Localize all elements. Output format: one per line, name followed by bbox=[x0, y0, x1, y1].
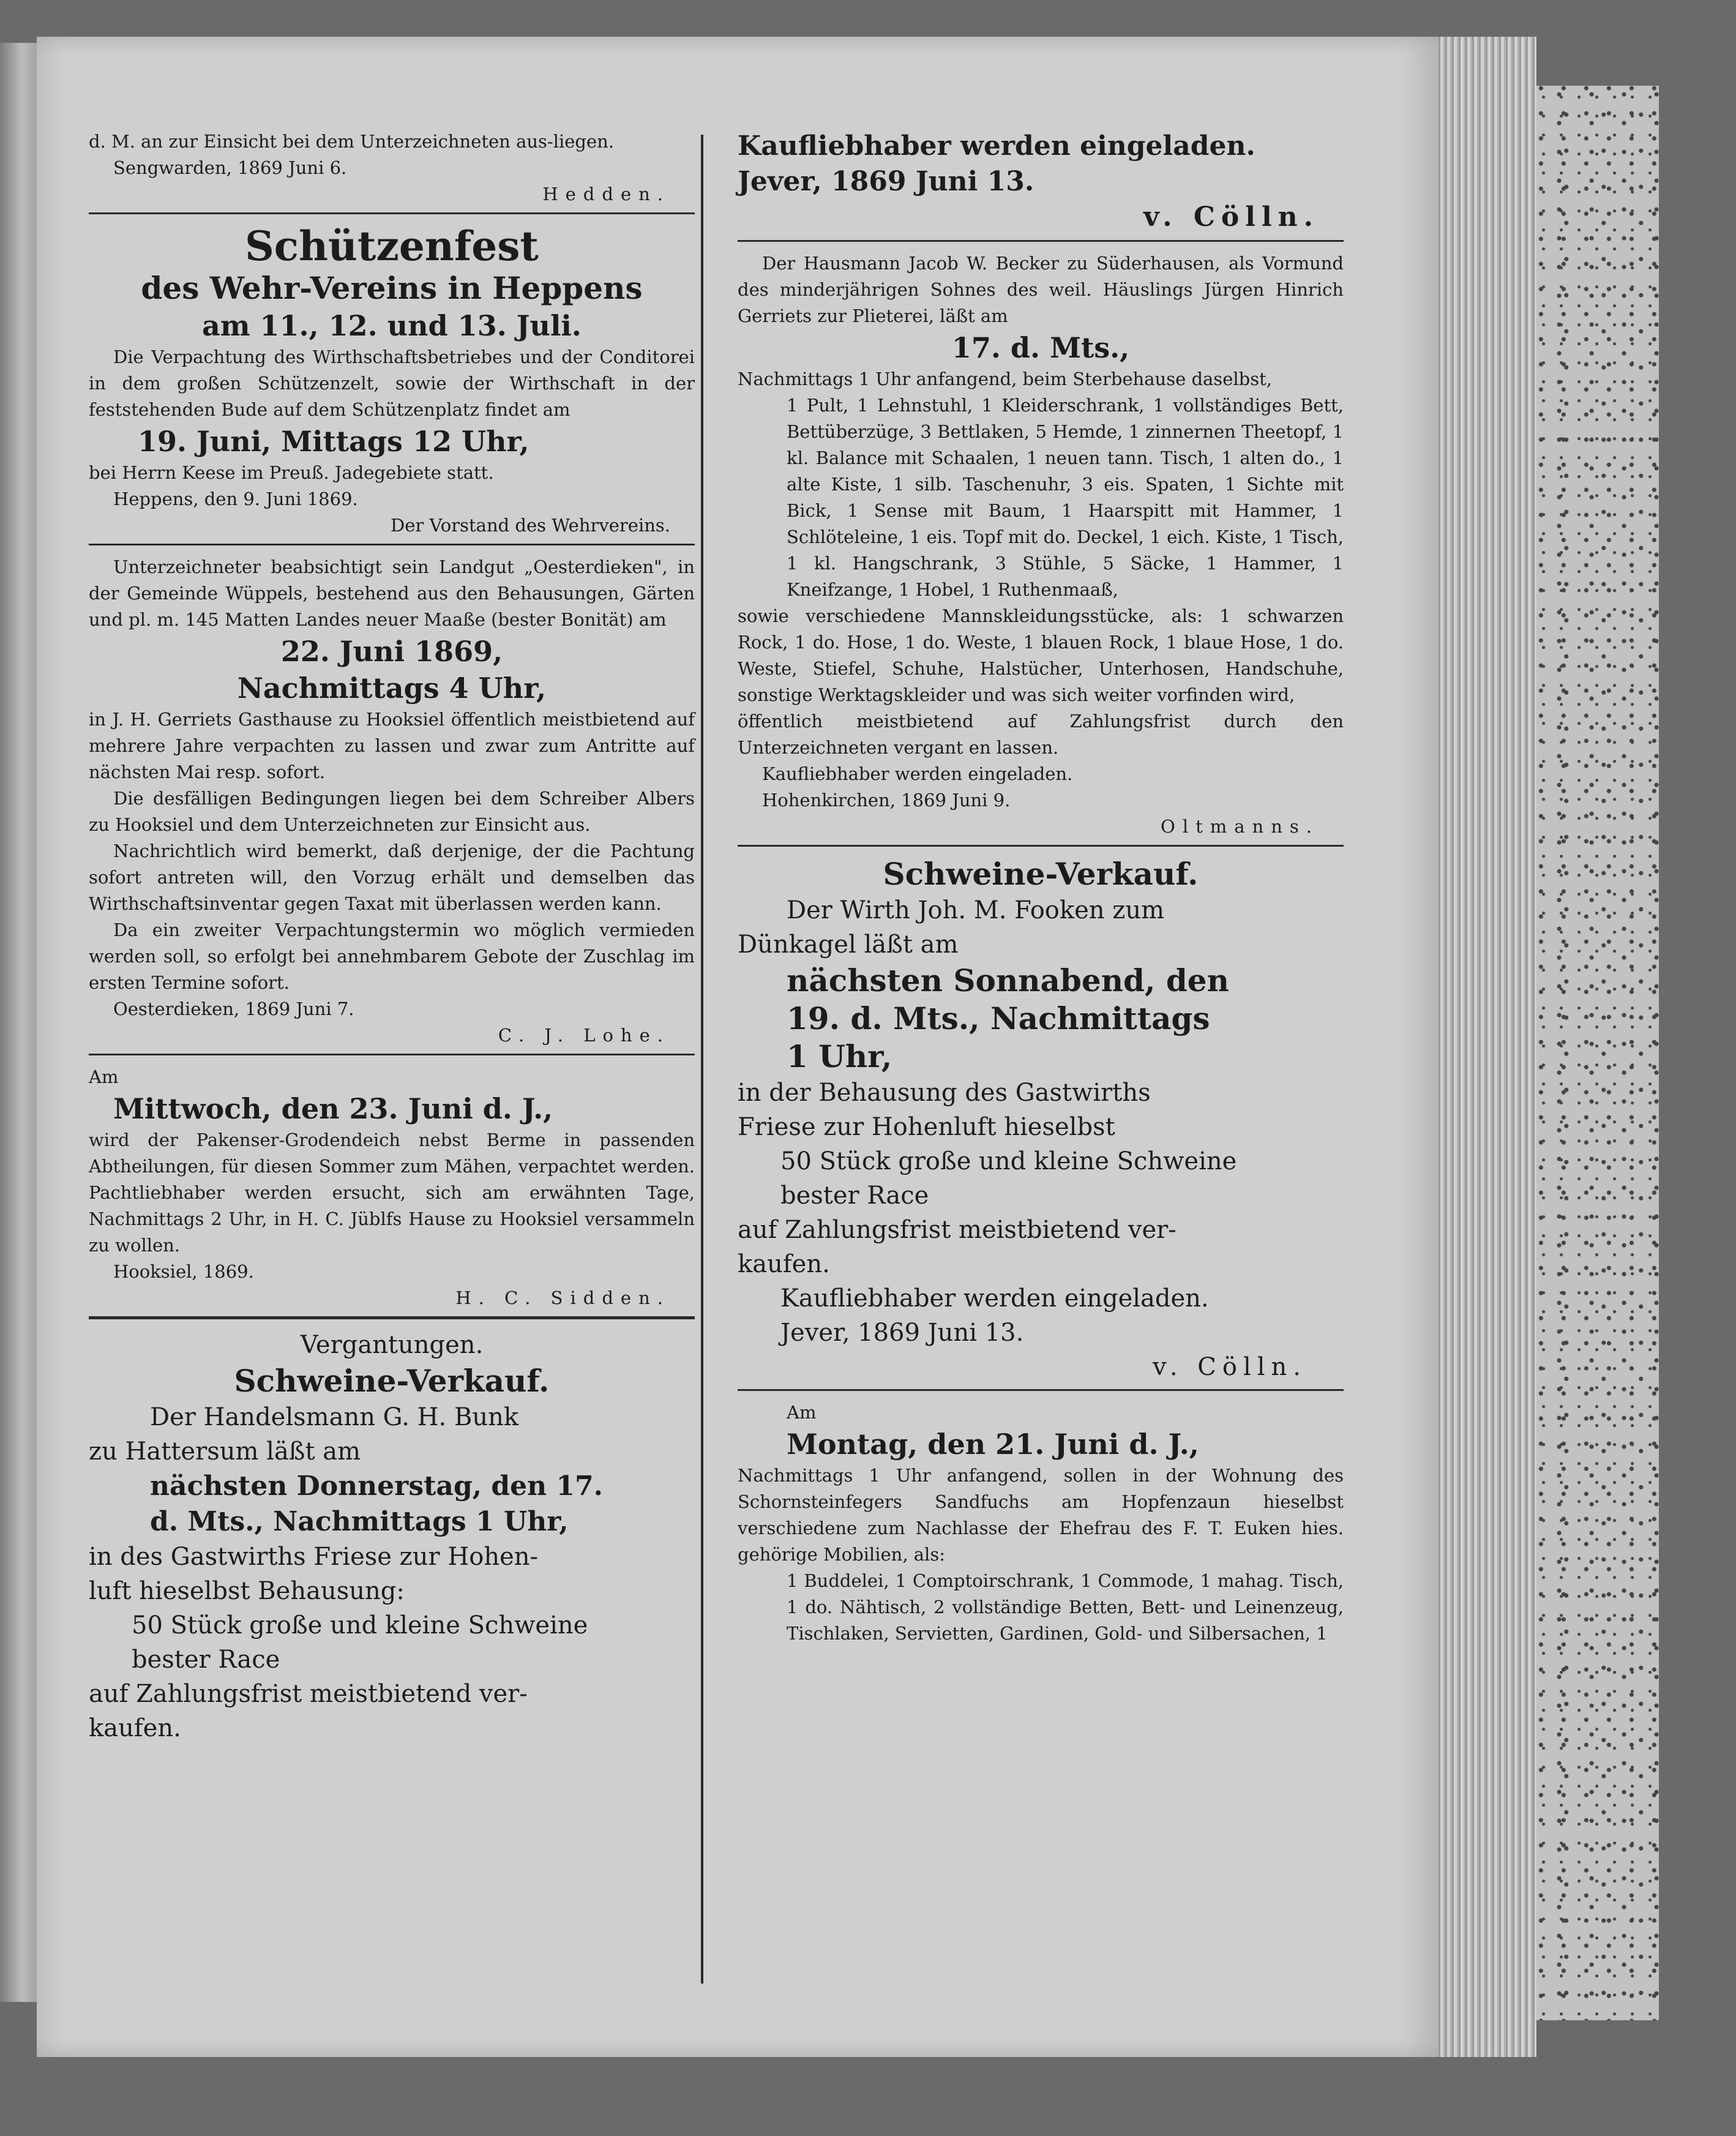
ad-line: nächsten Donnerstag, den 17. bbox=[150, 1471, 603, 1502]
page-stack-edge bbox=[1439, 37, 1536, 2057]
ad-dates: am 11., 12. und 13. Juli. bbox=[202, 309, 582, 342]
separator bbox=[738, 240, 1344, 242]
ad-line: 1 Uhr, bbox=[787, 1038, 892, 1074]
ad-paragraph: Da ein zweiter Verpachtungstermin wo möglich vermieden werden soll, so erfolgt bei annehmbarem Gebote der Zuschlag im ersten Termine sofort. bbox=[89, 920, 695, 993]
place-date: Heppens, den 9. Juni 1869. bbox=[113, 489, 358, 509]
ad-title: Schweine-Verkauf. bbox=[234, 1363, 550, 1399]
ad-paragraph: Nachrichtlich wird bemerkt, daß derjenige, der die Pachtung sofort antreten will, den Vorzug erhält und demselben das Wirthschaftsinventar gegen Taxat mit überlassen werden kann. bbox=[89, 841, 695, 914]
ad-line: in des Gastwirths Friese zur Hohen- bbox=[89, 1543, 539, 1571]
signature: v. Cölln. bbox=[1143, 201, 1319, 233]
ad-line: kaufen. bbox=[89, 1714, 181, 1742]
ad-oesterdieken bbox=[89, 554, 695, 1049]
ad-time: Nachmittags 4 Uhr, bbox=[237, 672, 547, 705]
ad-invite: Kaufliebhaber werden eingeladen. bbox=[762, 763, 1073, 784]
signature: Hedden. bbox=[542, 184, 670, 204]
ad-body: Die Verpachtung des Wirthschaftsbetriebes und der Conditorei in dem großen Schützenzelt, sowie der Wirthschaft in der feststehenden Bude auf dem Schützenplatz findet am bbox=[89, 347, 695, 420]
signature: v. Cölln. bbox=[1152, 1353, 1307, 1381]
ad-date: Mittwoch, den 23. Juni d. J., bbox=[113, 1092, 553, 1125]
place-date: Jever, 1869 Juni 13. bbox=[780, 1319, 1024, 1347]
ad-date: Montag, den 21. Juni d. J., bbox=[787, 1428, 1199, 1461]
ad-intro: Unterzeichneter beabsichtigt sein Landgut „Oesterdieken", in der Gemeinde Wüppels, bestehend aus den Behausungen, Gärten und pl. m. 145 Matten Landes neuer Maaße (bester Bonität) am bbox=[89, 556, 695, 630]
ad-line: in der Behausung des Gastwirths bbox=[738, 1079, 1151, 1107]
ad-line: luft hieselbst Behausung: bbox=[89, 1577, 405, 1605]
ad-line: Dünkagel läßt am bbox=[738, 931, 959, 959]
ad-time: Nachmittags 1 Uhr anfangend, beim Sterbehause daselbst, bbox=[738, 369, 1272, 389]
ad-line: nächsten Sonnabend, den bbox=[787, 962, 1229, 999]
ad-line: bester Race bbox=[132, 1646, 280, 1674]
ad-schuetzenfest bbox=[89, 223, 695, 539]
place-date: Hohenkirchen, 1869 Juni 9. bbox=[762, 790, 1011, 811]
place-date: Sengwarden, 1869 Juni 6. bbox=[113, 157, 347, 178]
separator bbox=[89, 544, 695, 545]
signature: Oltmanns. bbox=[1161, 816, 1319, 837]
ad-line: zu Hattersum läßt am bbox=[89, 1437, 361, 1466]
ad-jever-top bbox=[738, 129, 1344, 235]
separator bbox=[89, 1316, 695, 1319]
ad-title: Schweine-Verkauf. bbox=[883, 856, 1199, 892]
ad-paragraph: Die desfälligen Bedingungen liegen bei dem Schreiber Albers zu Hooksiel und dem Unterzeichneten zur Einsicht aus. bbox=[89, 788, 695, 835]
ad-line: Der Wirth Joh. M. Fooken zum bbox=[787, 896, 1165, 924]
left-page-edge bbox=[0, 43, 37, 2002]
ad-venue: bei Herrn Keese im Preuß. Jadegebiete statt. bbox=[89, 462, 494, 483]
ad-am: Am bbox=[89, 1066, 119, 1087]
signature: Der Vorstand des Wehrvereins. bbox=[391, 515, 670, 536]
section-heading: Vergantungen. bbox=[300, 1331, 484, 1359]
ad-subtitle: des Wehr-Vereins in Heppens bbox=[141, 270, 643, 306]
ad-becker bbox=[738, 250, 1344, 840]
ad-schweine-verkauf-fooken bbox=[738, 855, 1344, 1384]
signature: C. J. Lohe. bbox=[498, 1025, 670, 1046]
ad-date: 22. Juni 1869, bbox=[280, 635, 503, 668]
ad-line: Jever, 1869 Juni 13. bbox=[738, 166, 1034, 197]
separator bbox=[89, 1054, 695, 1055]
ad-line: kaufen. bbox=[738, 1250, 830, 1278]
ad-line: auf Zahlungsfrist meistbietend ver- bbox=[89, 1680, 528, 1708]
ad-line: Der Handelsmann G. H. Bunk bbox=[150, 1403, 519, 1431]
ad-am: Am bbox=[787, 1402, 817, 1423]
ad-text: d. M. an zur Einsicht bei dem Unterzeichneten aus-liegen. bbox=[89, 131, 615, 152]
ad-grodendeich bbox=[89, 1064, 695, 1311]
left-column bbox=[89, 129, 695, 1745]
ad-line: Kaufliebhaber werden eingeladen. bbox=[738, 130, 1255, 162]
ad-closing: öffentlich meistbietend auf Zahlungsfrist durch den Unterzeichneten vergant en lassen. bbox=[738, 711, 1344, 758]
place-date: Hooksiel, 1869. bbox=[113, 1261, 254, 1282]
column-divider bbox=[701, 135, 703, 1984]
ad-line: 19. d. Mts., Nachmittags bbox=[787, 1000, 1210, 1036]
ad-date: 17. d. Mts., bbox=[951, 331, 1130, 364]
signature: H. C. Sidden. bbox=[455, 1287, 670, 1308]
ad-body: in J. H. Gerriets Gasthause zu Hooksiel öffentlich meistbietend auf mehrere Jahre verpachten zu lassen und zwar zum Antritte auf nächsten Mai resp. sofort. bbox=[89, 709, 695, 782]
ad-schweine-verkauf-bunk bbox=[89, 1328, 695, 1745]
book-cover-edge bbox=[1536, 86, 1659, 2020]
ad-items: 1 Pult, 1 Lehnstuhl, 1 Kleiderschrank, 1 vollständiges Bett, Bettüberzüge, 3 Bettlaken, 5 Hemde, 1 zinnernen Theetopf, 1 kl. Balance mit Schaalen, 1 neuen tann. Tisch, 1 alten do., 1 alte Kiste, 1 silb. Taschenuhr, 3 eis. Spaten, 1 Sichte mit Bick, 1 Sense mit Baum, 1 Haarspitt mit Hammer, 1 Schlöteleine, 1 eis. Topf mit do. Deckel, 1 eich. Kiste, 1 Tisch, 1 kl. Hangschrank, 3 Stühle, 5 Säcke, 1 Hammer, 1 Kneifzange, 1 Hobel, 1 Ruthenmaaß, bbox=[787, 395, 1344, 600]
ad-line: 50 Stück große und kleine Schweine bbox=[780, 1147, 1237, 1175]
ad-clothing: sowie verschiedene Mannskleidungsstücke, als: 1 schwarzen Rock, 1 do. Hose, 1 do. Weste, 1 blauen Rock, 1 blaue Hose, 1 do. Weste, Stiefel, Schuhe, Halstücher, Unterhosen, Handschuhe, sonstige Werktagskleider und was sich weiter vorfinden wird, bbox=[738, 605, 1344, 705]
ad-line: bester Race bbox=[780, 1182, 929, 1210]
ad-line: 50 Stück große und kleine Schweine bbox=[132, 1611, 588, 1639]
ad-line: auf Zahlungsfrist meistbietend ver- bbox=[738, 1216, 1177, 1244]
ad-invite: Kaufliebhaber werden eingeladen. bbox=[780, 1284, 1209, 1313]
right-column bbox=[738, 129, 1344, 1647]
ad-sengwarden bbox=[89, 129, 695, 208]
separator bbox=[89, 212, 695, 214]
ad-line: Friese zur Hohenluft hieselbst bbox=[738, 1113, 1115, 1141]
ad-intro: Der Hausmann Jacob W. Becker zu Süderhausen, als Vormund des minderjährigen Sohnes des weil. Häuslings Jürgen Hinrich Gerriets zur Plieterei, läßt am bbox=[738, 253, 1344, 326]
ad-sandfuchs bbox=[738, 1400, 1344, 1647]
ad-date-line: 19. Juni, Mittags 12 Uhr, bbox=[138, 425, 529, 458]
ad-title: Schützenfest bbox=[245, 222, 539, 270]
place-date: Oesterdieken, 1869 Juni 7. bbox=[113, 999, 354, 1019]
separator bbox=[738, 845, 1344, 847]
ad-body: Nachmittags 1 Uhr anfangend, sollen in der Wohnung des Schornsteinfegers Sandfuchs am Hopfenzaun hieselbst verschiedene zum Nachlasse der Ehefrau des F. T. Euken hies. gehörige Mobilien, als: bbox=[738, 1465, 1344, 1565]
separator bbox=[738, 1389, 1344, 1391]
ad-body: wird der Pakenser-Grodendeich nebst Berme in passenden Abtheilungen, für diesen Sommer zum Mähen, verpachtet werden. Pachtliebhaber werden ersucht, sich am erwähnten Tage, Nachmittags 2 Uhr, in H. C. Jüblfs Hause zu Hooksiel versammeln zu wollen. bbox=[89, 1130, 695, 1256]
ad-line: d. Mts., Nachmittags 1 Uhr, bbox=[150, 1506, 569, 1537]
ad-items: 1 Buddelei, 1 Comptoirschrank, 1 Commode, 1 mahag. Tisch, 1 do. Nähtisch, 2 vollständige Betten, Bett- und Leinenzeug, Tischlaken, Servietten, Gardinen, Gold- und Silbersachen, 1 bbox=[787, 1570, 1344, 1644]
